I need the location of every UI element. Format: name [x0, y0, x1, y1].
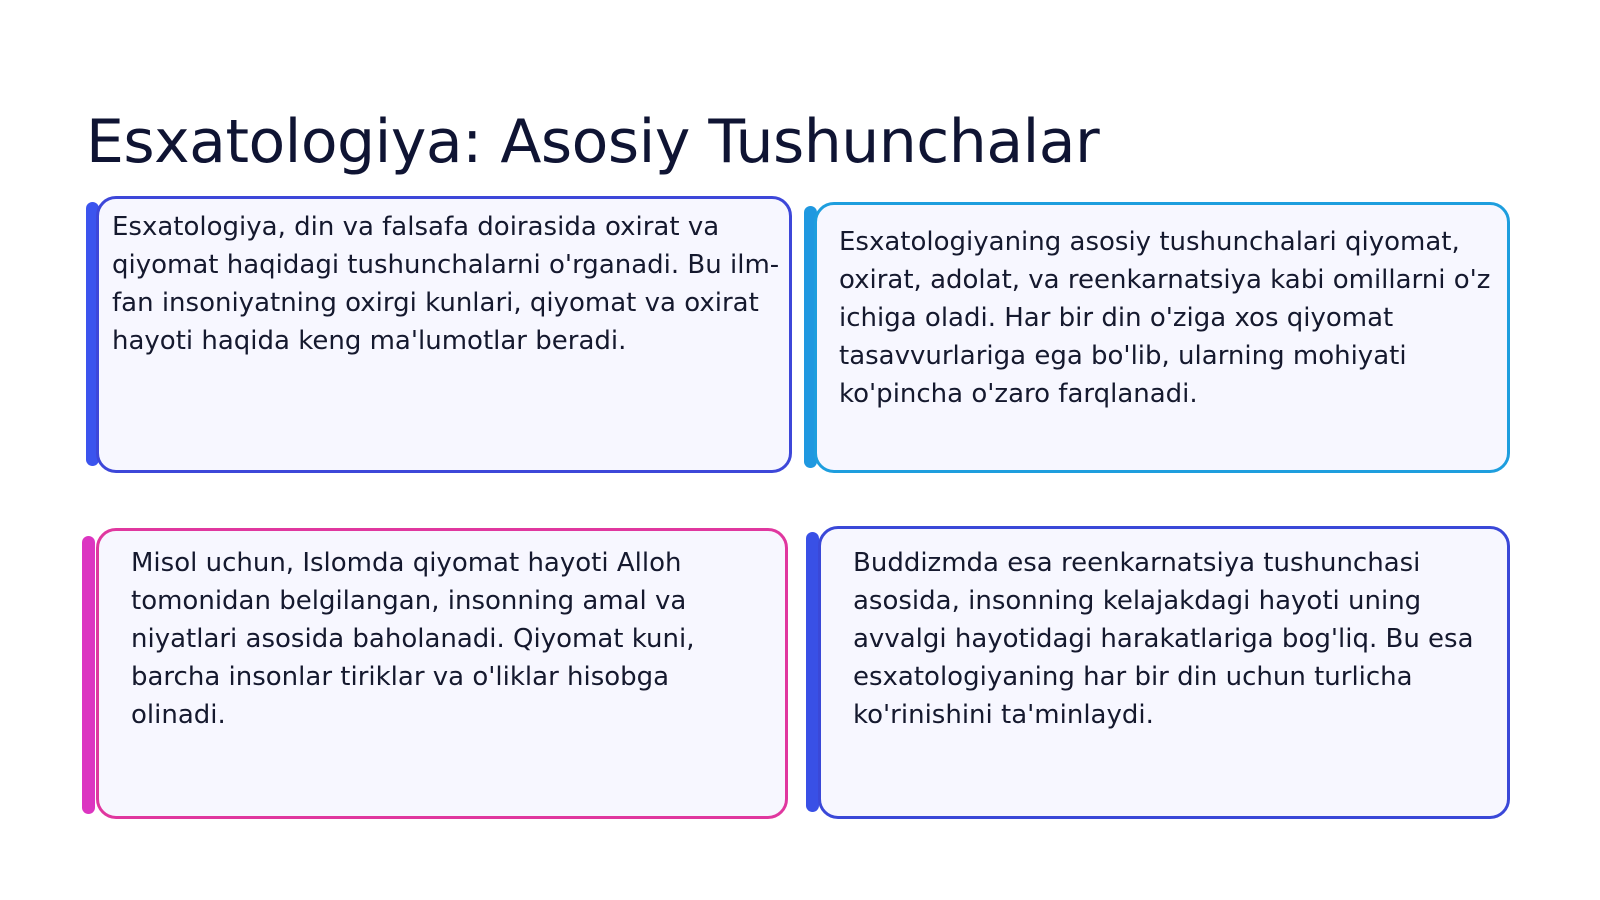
slide-title: Esxatologiya: Asosiy Tushunchalar — [86, 107, 1100, 177]
card-1-text: Esxatologiya, din va falsafa doirasida oxirat va qiyomat haqidagi tushunchalarni o'rganadi. Bu ilm-fan insoniyatning oxirgi kunlari, qiyomat va oxirat hayoti haqida keng ma'lumotlar beradi. — [112, 212, 780, 356]
card-4-text: Buddizmda esa reenkarnatsiya tushunchasi asosida, insonning kelajakdagi hayoti uning avvalgi hayotidagi harakatlariga bog'liq. Bu esa esxatologiyaning har bir din uchun turlicha ko'rinishini ta'minlaydi. — [853, 548, 1474, 730]
card-3-accent-bar — [82, 536, 95, 814]
card-3-text: Misol uchun, Islomda qiyomat hayoti Alloh tomonidan belgilangan, insonning amal va niyatlari asosida baholanadi. Qiyomat kuni, barcha insonlar tiriklar va o'liklar hisobga olinadi. — [131, 548, 695, 730]
card-2-text: Esxatologiyaning asosiy tushunchalari qiyomat, oxirat, adolat, va reenkarnatsiya kabi omillarni o'z ichiga oladi. Har bir din o'ziga xos qiyomat tasavvurlariga ega bo'lib, ularning mohiyati ko'pincha o'zaro farqlanadi. — [839, 227, 1491, 409]
